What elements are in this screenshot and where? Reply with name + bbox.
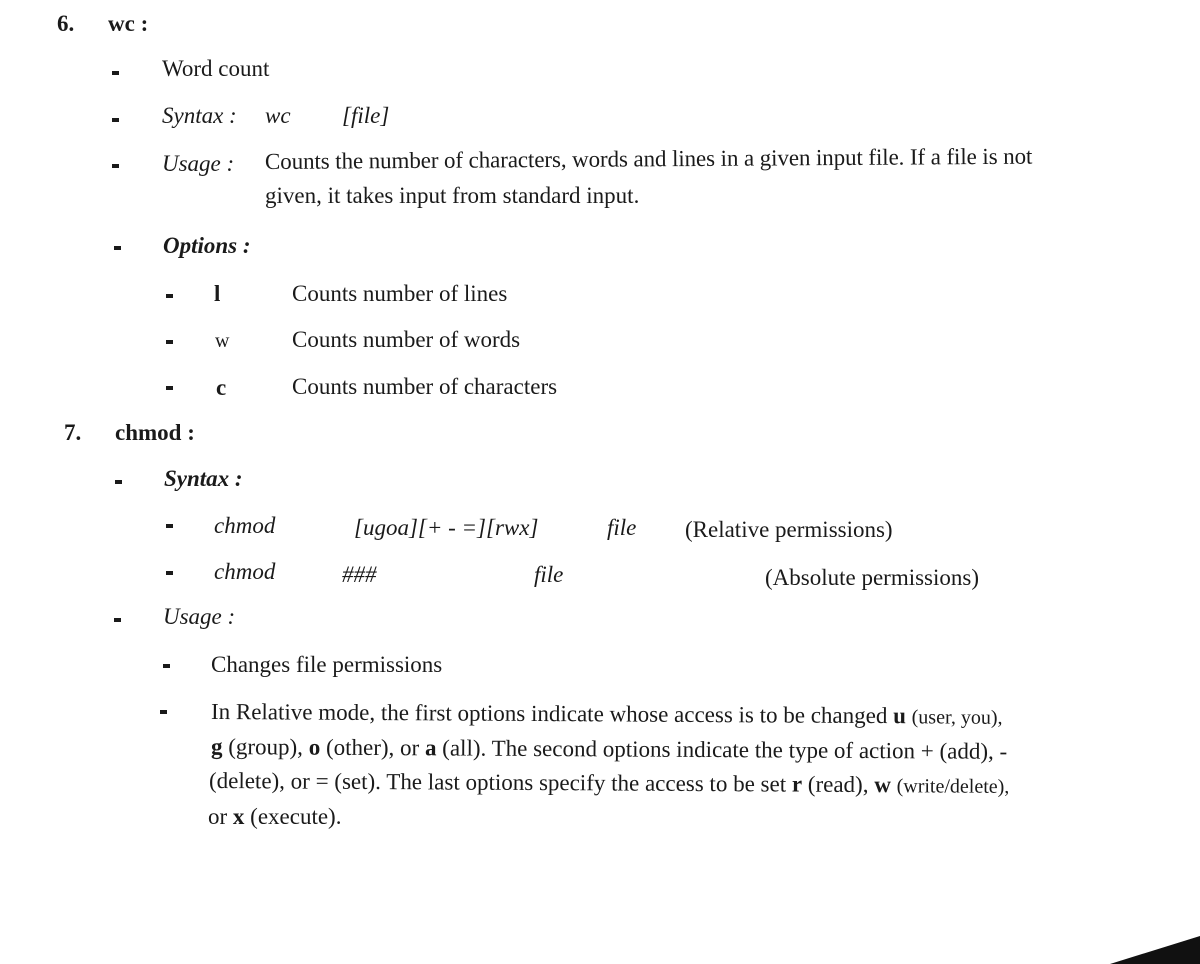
- bullet-dash: [160, 710, 167, 714]
- bullet-dash: [115, 480, 122, 484]
- bullet-dash: [166, 386, 173, 390]
- wc-syntax-command: wc: [265, 103, 291, 128]
- bullet-dash: [163, 664, 170, 668]
- wc-description: Word count: [162, 56, 270, 81]
- bullet-dash: [166, 571, 173, 575]
- option-flag: l: [214, 281, 221, 306]
- text-run: In Relative mode, the first options indicate whose access is to be changed: [210, 699, 888, 729]
- bullet-dash: [112, 118, 119, 122]
- text-run: (read),: [807, 771, 869, 798]
- usage-item-2-line-2: [211, 733, 1007, 766]
- text-run: u: [893, 703, 907, 729]
- usage-item-2-line-4: [208, 803, 341, 831]
- syntax-note: (Absolute permissions): [765, 565, 980, 590]
- wc-syntax-label: Syntax :: [162, 103, 237, 128]
- text-run: o: [308, 734, 321, 760]
- section-7-title: chmod :: [115, 420, 195, 445]
- text-run: (all). The second options indicate the type of action + (add), -: [442, 735, 1008, 764]
- bullet-dash: [114, 246, 121, 250]
- text-run: (execute).: [250, 804, 342, 829]
- usage-item-2-line-1: [211, 698, 1003, 732]
- wc-usage-label: Usage :: [162, 151, 235, 176]
- bullet-dash: [166, 524, 173, 528]
- syntax-arguments: ###: [342, 562, 377, 587]
- option-description: Counts number of characters: [292, 374, 558, 399]
- chmod-syntax-label: Syntax :: [164, 466, 243, 491]
- syntax-arguments: [ugoa][+ - =][rwx]: [354, 515, 539, 540]
- section-6-title: wc :: [108, 11, 149, 36]
- syntax-command: chmod: [214, 513, 276, 538]
- text-run: a: [424, 735, 437, 761]
- text-run: w: [874, 772, 891, 798]
- section-6-number: 6.: [57, 11, 75, 36]
- option-description: Counts number of lines: [292, 281, 508, 306]
- option-description: Counts number of words: [292, 327, 521, 352]
- text-run: (other), or: [325, 734, 420, 761]
- page-corner-shadow: [1110, 936, 1200, 964]
- wc-usage-line-1: Counts the number of characters, words and lines in a given input file. If a file is not: [264, 143, 1033, 174]
- option-flag: c: [216, 375, 227, 400]
- bullet-dash: [166, 294, 173, 298]
- text-run: (delete), or = (set). The last options specify the access to be set: [208, 768, 787, 797]
- text-run: (user, you),: [911, 706, 1003, 729]
- text-run: r: [791, 771, 803, 797]
- bullet-dash: [112, 164, 119, 168]
- text-run: (group),: [228, 734, 304, 760]
- syntax-note: (Relative permissions): [685, 517, 893, 542]
- wc-options-label: Options :: [163, 233, 251, 258]
- option-flag: w: [215, 330, 230, 352]
- chmod-usage-label: Usage :: [163, 604, 236, 629]
- bullet-dash: [166, 340, 173, 344]
- syntax-command: chmod: [214, 559, 276, 584]
- usage-item-2-line-3: [209, 767, 1010, 801]
- wc-syntax-argument: [file]: [342, 103, 390, 128]
- usage-item-1: Changes file permissions: [211, 652, 443, 677]
- text-run: or: [208, 804, 228, 829]
- text-run: (write/delete),: [896, 775, 1010, 798]
- wc-usage-line-2: given, it takes input from standard input.: [265, 183, 640, 208]
- bullet-dash: [114, 618, 121, 622]
- syntax-file: file: [534, 562, 564, 587]
- section-7-number: 7.: [64, 420, 82, 445]
- bullet-dash: [112, 71, 119, 75]
- text-run: x: [232, 804, 245, 829]
- text-run: g: [210, 734, 223, 760]
- syntax-file: file: [607, 515, 637, 540]
